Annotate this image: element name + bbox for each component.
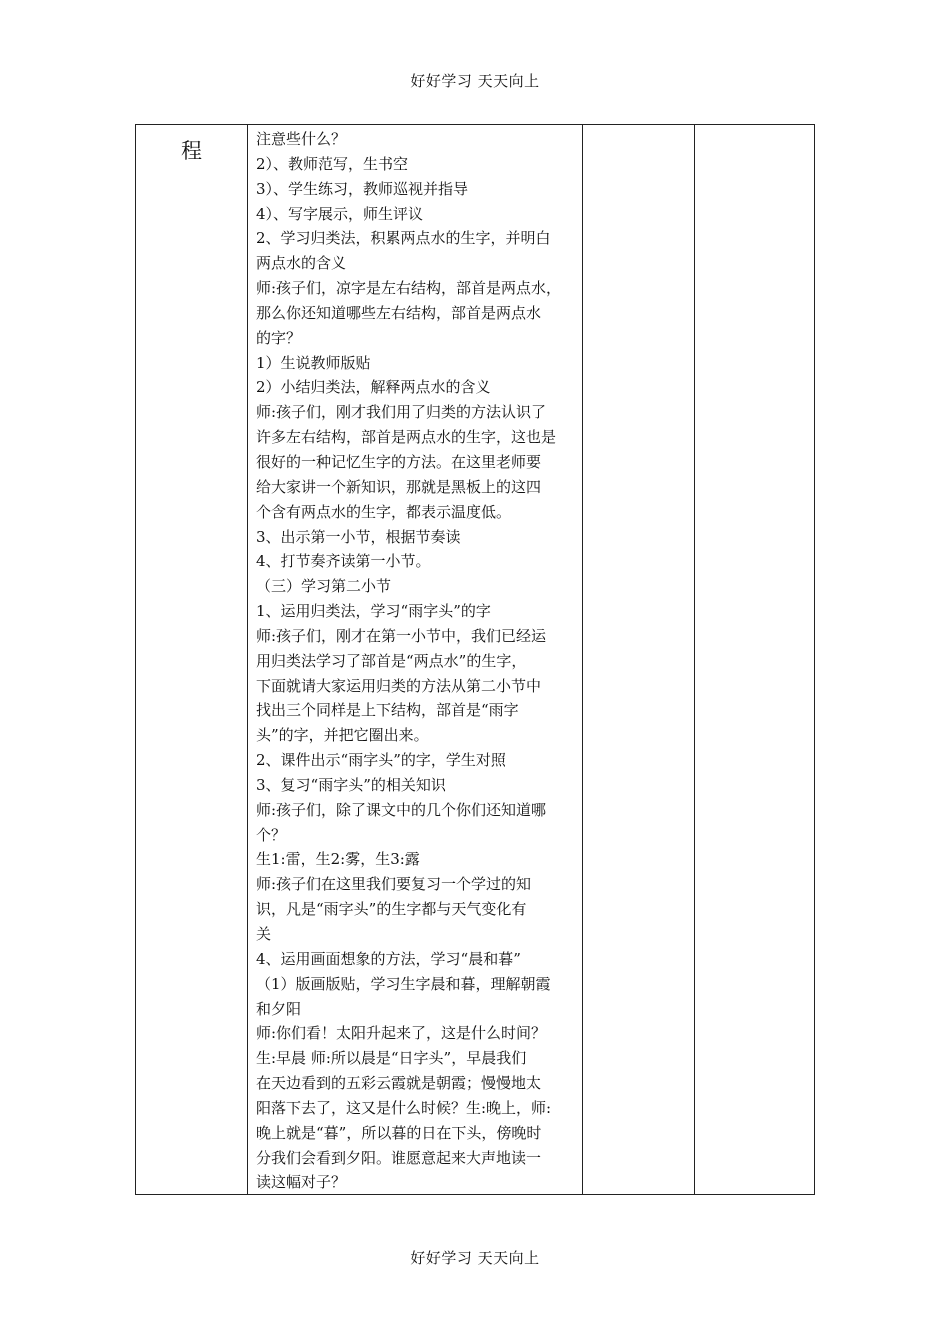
- content-line: 用归类法学习了部首是“两点水”的生字，: [256, 651, 527, 670]
- content-line: 晚上就是“暮”，所以暮的日在下头，傍晚时: [256, 1123, 542, 1142]
- content-line: 4、打节奏齐读第一小节。: [256, 552, 431, 571]
- content-line: 3）、学生练习，教师巡视并指导: [256, 179, 469, 198]
- content-line: 2）小结归类法，解释两点水的含义: [256, 378, 491, 397]
- content-line: 的字？: [256, 328, 302, 347]
- content-line: （1）版画版贴，学习生字晨和暮，理解朝霞: [256, 974, 551, 993]
- empty-column: [695, 125, 814, 1194]
- empty-column: [583, 125, 694, 1194]
- content-line: 2、课件出示“雨字头”的字，学生对照: [256, 751, 506, 770]
- content-line: 1）生说教师版贴: [256, 353, 371, 372]
- content-line: 注意些什么？: [256, 130, 347, 148]
- content-line: 4）、写字展示，师生评议: [256, 204, 424, 223]
- content-line: 生1:雷，生2:雾，生3:露: [256, 850, 420, 869]
- content-line: 4、运用画面想象的方法，学习“晨和暮”: [256, 949, 521, 968]
- content-line: 师:你们看！太阳升起来了，这是什么时间？: [256, 1024, 547, 1043]
- lesson-table: [135, 124, 815, 1195]
- content-line: 1、运用归类法，学习“雨字头”的字: [256, 602, 491, 621]
- content-line: 3、复习“雨字头”的相关知识: [256, 775, 446, 794]
- content-line: 生:早晨 师:所以晨是“日字头”，早晨我们: [256, 1049, 527, 1068]
- content-line: 头”的字，并把它圈出来。: [256, 726, 429, 745]
- content-line: 关: [256, 925, 272, 943]
- content-line: 师:孩子们，凉字是左右结构，部首是两点水，: [256, 279, 562, 298]
- content-line: 给大家讲一个新知识，那就是黑板上的这四: [256, 477, 542, 496]
- content-line: 个含有两点水的生字，都表示温度低。: [256, 502, 512, 521]
- content-line: 读这幅对子？: [256, 1173, 347, 1192]
- content-line: 个？: [256, 825, 287, 844]
- content-line: 和夕阳: [256, 999, 302, 1018]
- content-line: 分我们会看到夕阳。谁愿意起来大声地读一: [256, 1148, 542, 1167]
- content-line: 下面就请大家运用归类的方法从第二小节中: [256, 676, 542, 695]
- content-line: （三）学习第二小节: [256, 577, 392, 596]
- content-line: 师:孩子们，刚才我们用了归类的方法认识了: [256, 403, 547, 422]
- content-line: 许多左右结构，部首是两点水的生字，这也是: [256, 428, 557, 447]
- page-footer: 好好学习 天天向上: [410, 1249, 540, 1267]
- content-line: 找出三个同样是上下结构，部首是“雨字: [256, 701, 519, 720]
- content-line: 阳落下去了，这又是什么时候？生:晚上，师:: [256, 1098, 552, 1117]
- content-line: 师:孩子们，刚才在第一小节中，我们已经运: [256, 626, 547, 645]
- section-label: 程: [181, 139, 202, 163]
- content-line: 2）、教师范写，生书空: [256, 154, 409, 173]
- content-line: 师:孩子们在这里我们要复习一个学过的知: [256, 875, 532, 894]
- content-line: 2、学习归类法，积累两点水的生字，并明白: [256, 229, 551, 248]
- column-divider: [247, 125, 248, 1194]
- content-line: 那么你还知道哪些左右结构，部首是两点水: [256, 303, 542, 322]
- content-line: 师:孩子们，除了课文中的几个你们还知道哪: [256, 800, 547, 819]
- page-header: 好好学习 天天向上: [410, 72, 540, 90]
- content-line: 3、出示第一小节，根据节奏读: [256, 527, 461, 546]
- content-line: 两点水的含义: [256, 254, 347, 273]
- content-line: 很好的一种记忆生字的方法。在这里老师要: [256, 452, 542, 471]
- content-line: 识，凡是“雨字头”的生字都与天气变化有: [256, 900, 527, 919]
- lesson-content: [256, 127, 578, 1195]
- content-line: 在天边看到的五彩云霞就是朝霞；慢慢地太: [256, 1074, 542, 1093]
